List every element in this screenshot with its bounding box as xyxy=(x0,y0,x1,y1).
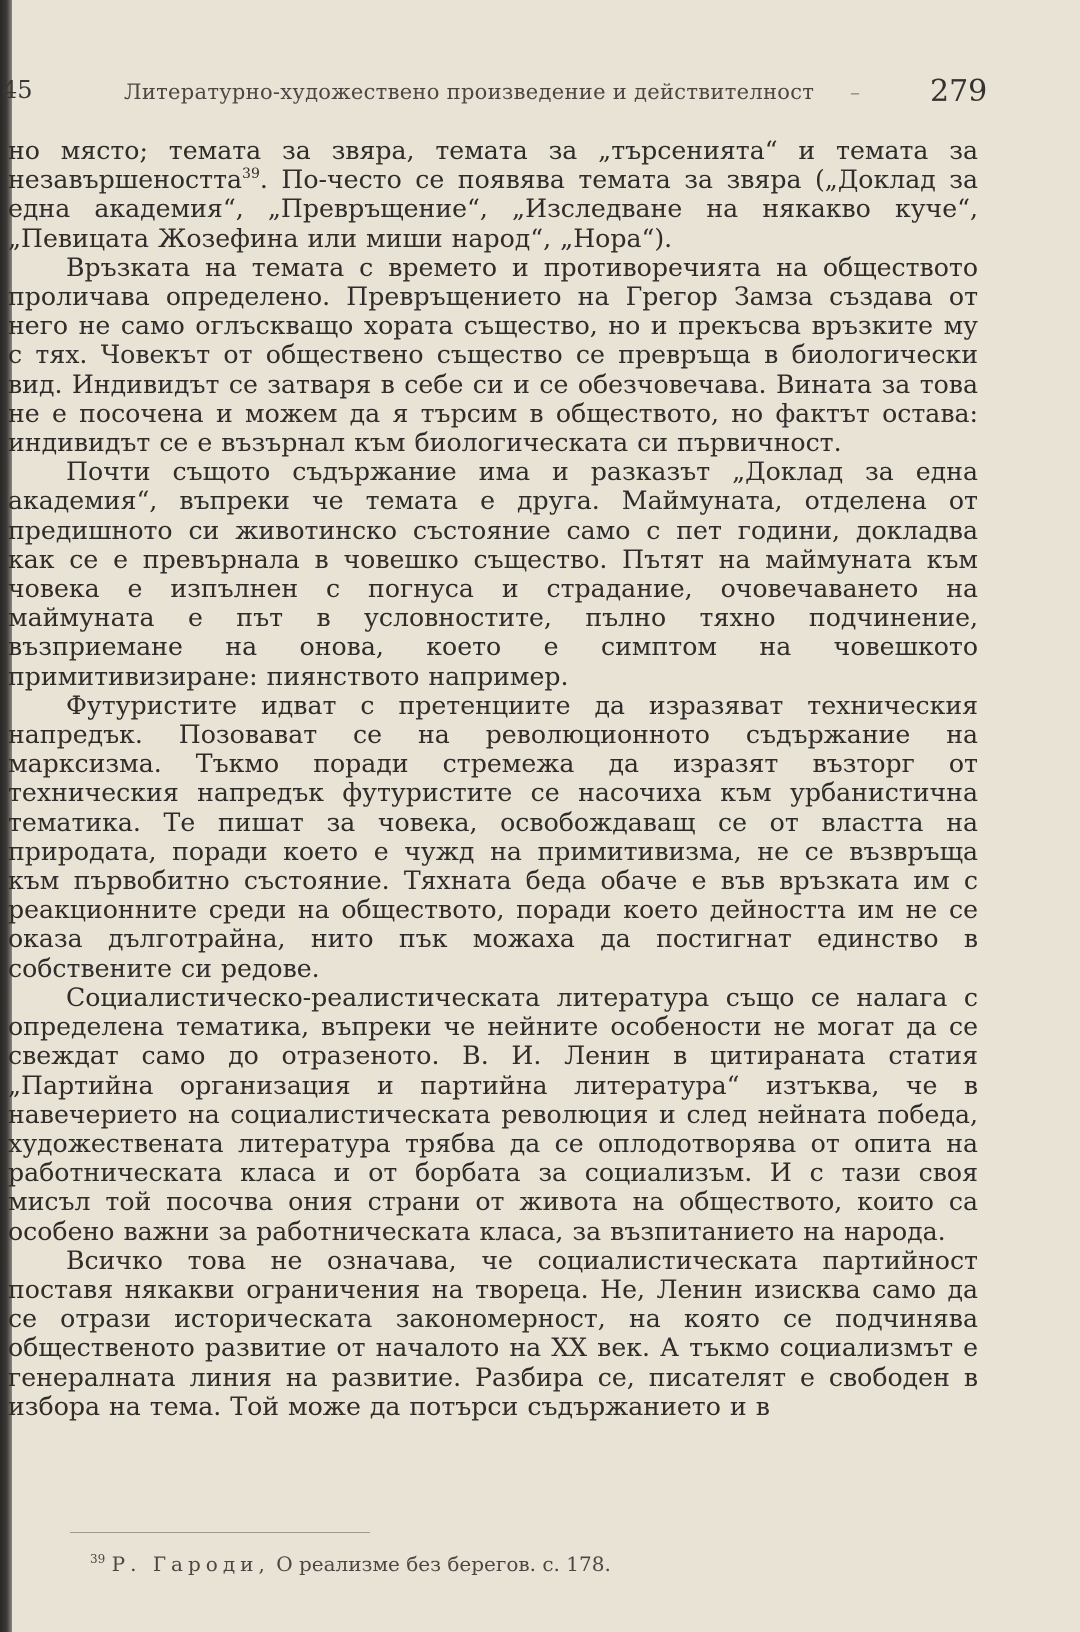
paragraph: Социалистическо-реалистическата литература също се налага с определена тематика, въпреки че нейните особености не могат да се свеждат само до отразеното. В. И. Ленин в цитираната статия „Партийна организация и партийна литература“ изтъква, че в навечерието на социалистическата революция и след нейната победа, художествената литература трябва да се оплодотворява от опита на работническата класа и от борбата за социализъм. И с тази своя мисъл той посочва ония страни от живота на обществото, които са особено важни за работническата класа, за възпитанието на народа. xyxy=(8,982,978,1246)
paragraph: Всичко това не означава, че социалистическата партийност поставя някакви ограничения на твореца. Не, Ленин изисква само да се отрази историческата закономерност, на която се подчинява общественото развитие от началото на XX век. А тъкмо социализмът е генералната линия на развитие. Разбира се, писателят е свободен в избора на тема. Той може да потърси съдържанието и в xyxy=(8,1245,978,1421)
paragraph: Почти същото съдържание има и разказът „Доклад за една академия“, въпреки че темата е друга. Маймуната, отделена от предишното си животинско състояние само с пет години, докладва как се е превърнала в човешко същество. Пътят на маймуната към човека е изпълнен с погнуса и страдание, очовечаването на маймуната е път в условностите, пълно тяхно подчинение, възприемане на онова, което е симптом на човешкото примитивизиране: пиянството например. xyxy=(8,457,978,691)
footnote-reference[interactable]: 39 xyxy=(242,166,260,183)
running-head-title: Литературно-художествено произведение и действителност xyxy=(124,80,815,104)
paragraph: Връзката на темата с времето и противоречията на обществото проличава определено. Превръщението на Грегор Замза създава от него не само оглъскващо хората същество, но и прекъсва връзките му с тях. Човекът от обществено същество се превръща в биологически вид. Индивидът се затваря в себе си и се обезчовечава. Вината за това не е посочена и можем да я търсим в обществото, но фактът остава: индивидът се е възърнал към биологическата си първичност. xyxy=(8,252,978,458)
previous-page-number-fragment: 45 xyxy=(2,76,33,104)
body-text xyxy=(8,136,978,1421)
paragraph-text: . По-често се появява темата за звяра („Доклад за една академия“, „Превръщение“, „Изследване на някакво куче“, „Певицата Жозефина или миши народ“, „Нора“). xyxy=(8,165,978,253)
page-number: 279 xyxy=(930,74,988,109)
footnote-author: Р. Гароди, xyxy=(111,1552,270,1576)
footnote-text: О реализме без берегов. с. 178. xyxy=(276,1552,611,1576)
paragraph-text: но място; темата за звяра, темата за „търсенията“ и темата за незавършеността xyxy=(8,136,978,195)
footnote-number: 39 xyxy=(90,1552,106,1566)
running-head xyxy=(0,72,1080,114)
paragraph: Футуристите идват с претенциите да изразяват техническия напредък. Позовават се на революционното съдържание на марксизма. Тъкмо поради стремежа да изразят възторг от техническия напредък футуристите се насочиха към урбанистична тематика. Те пишат за човека, освобождаващ се от властта на природата, поради което е чужд на примитивизма, не се възвръща към първобитно състояние. Тяхната беда обаче е във връзката им с реакционните среди на обществото, поради което дейността им не се оказа дълготрайна, нито пък можаха да постигнат единство в собствените си редове. xyxy=(8,690,978,983)
footnote-divider xyxy=(70,1532,370,1533)
footnote xyxy=(90,1552,611,1576)
running-head-dash: – xyxy=(850,80,860,104)
paragraph-continued xyxy=(8,136,978,253)
